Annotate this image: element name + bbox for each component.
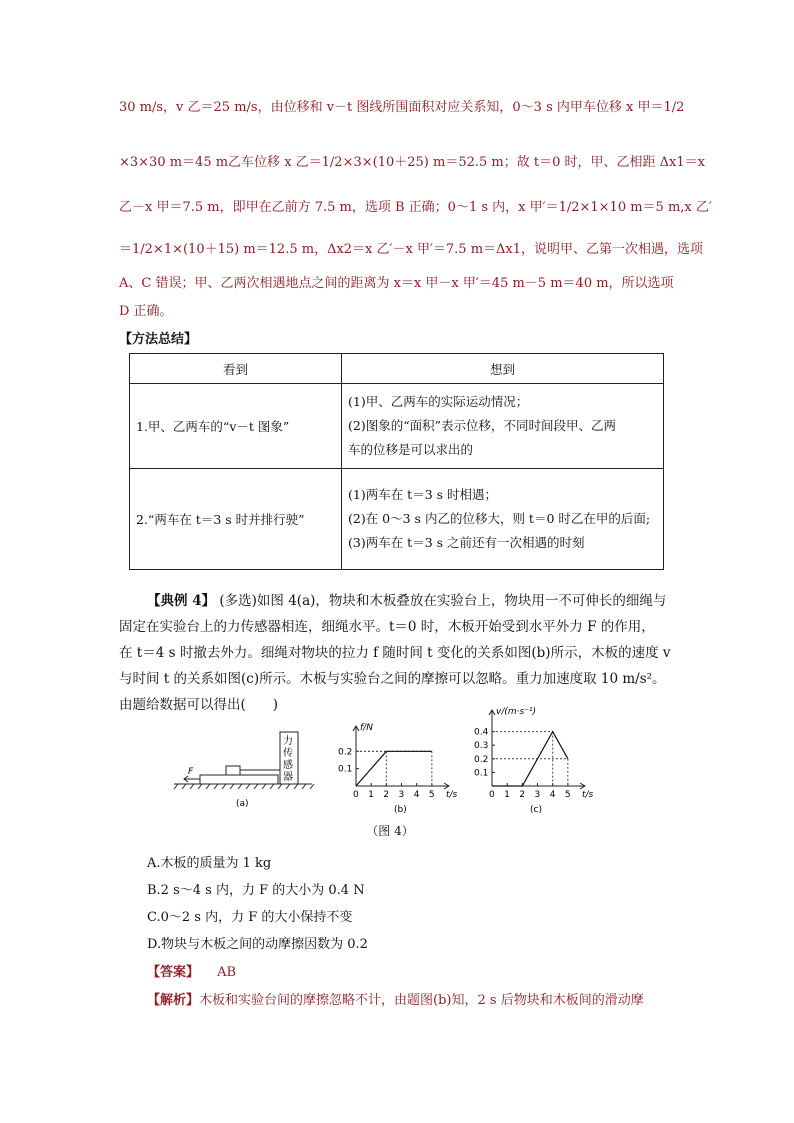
y-axis-label: v/(m·s⁻¹) <box>496 707 537 717</box>
caption-a: (a) <box>236 799 249 809</box>
method-summary-title: 【方法总结】 <box>119 332 198 347</box>
block <box>226 766 240 775</box>
y-tick-label: 0.2 <box>474 754 489 765</box>
example-block <box>119 588 679 718</box>
y-tick-label: 0.1 <box>338 764 353 775</box>
solution-line: 乙－x 甲＝7.5 m，即甲在乙前方 7.5 m，选项 B 正确；0～1 s 内，x 甲′＝1/2×1×10 m＝5 m,x 乙′ <box>119 200 712 215</box>
think-item: (2)图象的“面积”表示位移，不同时间段甲、乙两 <box>348 418 616 433</box>
x-tick-label: 1 <box>504 790 510 800</box>
sensor-char-2: 传 <box>283 748 293 759</box>
think-item: (1)两车在 t＝3 s 时相遇； <box>348 487 498 502</box>
x-tick-label: 4 <box>549 790 556 800</box>
option-b: B.2 s～4 s 内，力 F 的大小为 0.4 N <box>147 883 365 898</box>
figure-a-apparatus <box>172 728 322 813</box>
figure-caption: （图 4） <box>366 824 414 838</box>
series-line <box>356 751 432 786</box>
x-axis-label: t/s <box>582 790 594 800</box>
y-tick-label: 0.1 <box>474 768 489 779</box>
x-tick-label: 3 <box>398 790 405 800</box>
sensor-char-4: 器 <box>283 772 293 783</box>
option-c: C.0～2 s 内，力 F 的大小保持不变 <box>147 910 353 925</box>
x-tick-label: 4 <box>413 790 420 800</box>
analysis-text: 木板和实验台间的摩擦忽略不计，由题图(b)知，2 s 后物块和木板间的滑动摩 <box>199 993 644 1008</box>
option-a: A.木板的质量为 1 kg <box>147 856 272 871</box>
method-summary-table <box>129 353 664 570</box>
solution-line: A、C 错误；甲、乙两次相遇地点之间的距离为 x＝x 甲－x 甲′＝45 m－5 m＝40 m，所以选项 <box>119 276 674 291</box>
chart-c <box>466 704 598 818</box>
y-axis-label: f/N <box>360 723 373 733</box>
analysis-line <box>147 989 644 1008</box>
solution-line: ×3×30 m＝45 m乙车位移 x 乙＝1/2×3×(10＋25) m＝52.5 m；故 t＝0 时，甲、乙相距 Δx1＝x <box>119 155 705 170</box>
solution-line: D 正确。 <box>119 304 173 319</box>
x-tick-label: 2 <box>519 790 526 800</box>
table-header-think: 想到 <box>342 354 664 384</box>
table-row <box>130 384 664 469</box>
x-tick-label: 1 <box>368 790 374 800</box>
example-line: 在 t＝4 s 时撤去外力。细绳对物块的拉力 f 随时间 t 变化的关系如图(b)所示，木板的速度 v <box>119 645 671 661</box>
x-tick-label: 5 <box>564 790 571 800</box>
think-item: (2)在 0～3 s 内乙的位移大，则 t＝0 时乙在甲的后面; <box>348 511 651 526</box>
force-label: F <box>188 767 194 777</box>
example-text: (多选)如图 4(a)，物块和木板叠放在实验台上，物块用一不可伸长的细绳与 <box>219 593 667 609</box>
x-tick-label: 0 <box>353 790 359 800</box>
x-tick-label: 5 <box>428 790 435 800</box>
table-header-see: 看到 <box>130 354 342 384</box>
answer-tag: 【答案】 <box>147 965 200 980</box>
table-cell-think <box>342 384 664 469</box>
wooden-board <box>200 775 278 784</box>
sensor-char-3: 感 <box>283 760 293 771</box>
ground-hatching <box>174 784 314 789</box>
y-tick-label: 0.2 <box>338 747 353 758</box>
table-cell-see: 2.“两车在 t＝3 s 时并排行驶” <box>130 469 342 570</box>
table-header-row <box>130 354 664 384</box>
chart-caption: (b) <box>394 805 407 815</box>
x-tick-label: 2 <box>383 790 390 800</box>
y-tick-label: 0.4 <box>474 727 489 738</box>
think-item: 车的位移是可以求出的 <box>348 442 474 457</box>
solution-line: 30 m/s，v 乙＝25 m/s，由位移和 v－t 图线所围面积对应关系知，0～3 s 内甲车位移 x 甲＝1/2 <box>119 100 685 115</box>
x-tick-label: 0 <box>489 790 495 800</box>
example-line: 与时间 t 的关系如图(c)所示。木板与实验台之间的摩擦可以忽略。重力加速度取 10 m/s²。 <box>119 671 666 687</box>
chart-caption: (c) <box>530 805 542 815</box>
table-cell-see: 1.甲、乙两车的“v－t 图象” <box>130 384 342 469</box>
table-cell-think <box>342 469 664 570</box>
y-tick-label: 0.3 <box>474 741 489 752</box>
example-line <box>119 588 679 614</box>
solution-line: ＝1/2×1×(10＋15) m＝12.5 m，Δx2＝x 乙′－x 甲′＝7.5 m＝Δx1，说明甲、乙第一次相遇，选项 <box>119 242 704 257</box>
example-line: 由题给数据可以得出( ) <box>119 697 279 713</box>
chart-b <box>330 712 462 818</box>
analysis-tag: 【解析】 <box>147 993 200 1008</box>
option-d: D.物块与木板之间的动摩擦因数为 0.2 <box>147 937 368 952</box>
x-axis-label: t/s <box>446 790 458 800</box>
x-tick-label: 3 <box>534 790 541 800</box>
sensor-label <box>283 734 296 783</box>
answer-line <box>147 961 236 980</box>
answer-value: AB <box>217 965 237 980</box>
example-line: 固定在实验台上的力传感器相连，细绳水平。t＝0 时，木板开始受到水平外力 F 的作用， <box>119 619 655 635</box>
think-item: (3)两车在 t＝3 s 之前还有一次相遇的时刻 <box>348 535 585 550</box>
sensor-char-1: 力 <box>283 736 293 747</box>
table-row <box>130 469 664 570</box>
example-tag: 【典例 4】 <box>147 593 216 609</box>
think-item: (1)甲、乙两车的实际运动情况； <box>348 394 529 409</box>
